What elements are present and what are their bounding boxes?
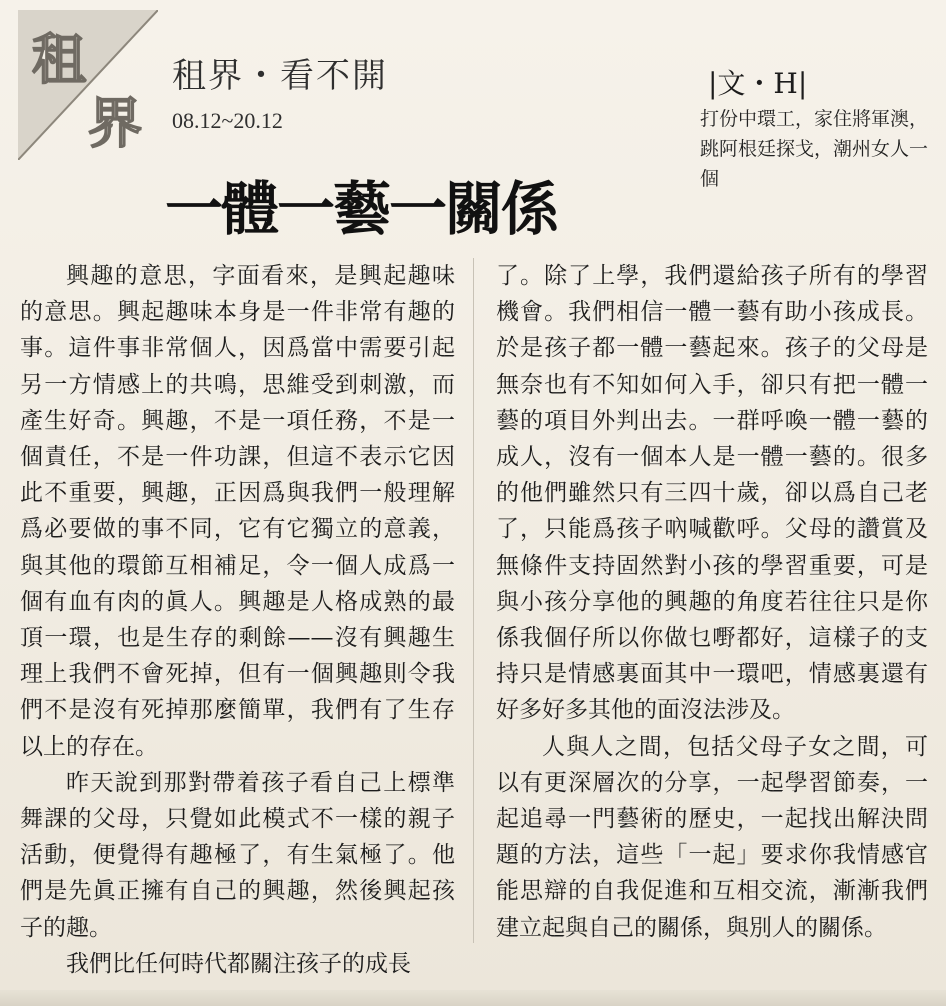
body-paragraph: 我們比任何時代都關注孩子的成長	[66, 950, 411, 977]
article-body-right-column	[496, 258, 928, 946]
column-logo	[18, 10, 158, 160]
body-paragraph: 興趣的意思，字面看來，是興起趣味的意思。興起趣味本身是一件非常有趣的事。這件事非常個人，因爲當中需要引起另一方情感上的共鳴，思維受到刺激，而產生好奇。興趣，不是一項任務，不是一個責任，不是一件功課，但這不表示它因此不重要，興趣，正因爲與我們一般理解爲必要做的事不同，它有它獨立的意義，與其他的環節互相補足，令一個人成爲一個有血有肉的眞人。興趣是人格成熟的最頂一環，也是生存的剩餘——沒有興趣生理上我們不會死掉，但有一個興趣則令我們不是沒有死掉那麼簡單，我們有了生存以上的存在。	[20, 263, 455, 760]
svg-text:界: 界	[88, 91, 142, 155]
svg-text:租: 租	[32, 27, 86, 91]
page-bottom-edge	[0, 990, 946, 1006]
author-bio: 打份中環工，家住將軍澳，跳阿根廷探戈，潮州女人一個	[700, 108, 929, 190]
body-paragraph: 人與人之間，包括父母子女之間，可以有更深層次的分享，一起學習節奏，一起追尋一門藝術的歷史，一起找出解決問題的方法，這些「一起」要求你我情感官能思辯的自我促進和互相交流，漸漸我們建立起與自己的關係，與別人的關係。	[496, 733, 928, 941]
article-byline: |文・H|	[708, 67, 808, 100]
article-body-left-column	[20, 258, 455, 982]
column-date-range: 08.12~20.12	[172, 108, 283, 133]
body-paragraph: 昨天說到那對帶着孩子看自己上標準舞課的父母，只覺如此模式不一樣的親子活動，便覺得有趣極了，有生氣極了。他們是先眞正擁有自己的興趣，然後興起孩子的趣。	[20, 769, 455, 941]
article-headline: 一體一藝一關係	[165, 175, 558, 243]
column-section-title: 租界・看不開	[172, 56, 388, 96]
column-divider	[473, 258, 474, 943]
body-paragraph: 了。除了上學，我們還給孩子所有的學習機會。我們相信一體一藝有助小孩成長。於是孩子都一體一藝起來。孩子的父母是無奈也有不知如何入手，卻只有把一體一藝的項目外判出去。一群呼喚一體一藝的成人，沒有一個本人是一體一藝的。很多的他們雖然只有三四十歲，卻以爲自己老了，只能爲孩子吶喊歡呼。父母的讚賞及無條件支持固然對小孩的學習重要，可是與小孩分享他的興趣的角度若往往只是你係我個仔所以你做乜嘢都好，這樣子的支持只是情感裏面其中一環吧，情感裏還有好多好多其他的面沒法涉及。	[496, 263, 928, 724]
